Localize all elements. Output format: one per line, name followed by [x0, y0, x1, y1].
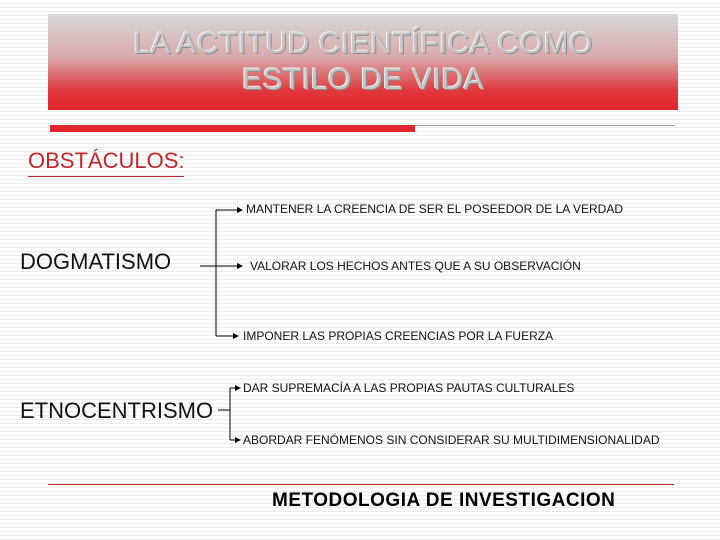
obstacle-item: DAR SUPREMACÍA A LAS PROPIAS PAUTAS CULTURALES: [243, 381, 575, 395]
group-label-dogmatismo: DOGMATISMO: [20, 249, 172, 274]
slide-title-line-1: LA ACTITUD CIENTÍFICA COMO: [133, 27, 593, 60]
etnocentrismo-connector: [218, 388, 240, 440]
footer-course-name: METODOLOGIA DE INVESTIGACION: [272, 490, 616, 511]
dogmatismo-connector: [200, 210, 242, 336]
group-label-etnocentrismo: ETNOCENTRISMO: [20, 398, 214, 423]
footer-rule: [48, 484, 674, 485]
section-heading: OBSTÁCULOS:: [28, 148, 184, 177]
obstacle-item: ABORDAR FENÓMENOS SIN CONSIDERAR SU MULTIDIMENSIONALIDAD: [243, 433, 660, 447]
obstacle-item: IMPONER LAS PROPIAS CREENCIAS POR LA FUERZA: [243, 329, 554, 343]
slide-title-line-2: ESTILO DE VIDA: [241, 63, 485, 96]
obstacle-item: VALORAR LOS HECHOS ANTES QUE A SU OBSERVACIÓN: [250, 259, 581, 273]
obstacle-item: MANTENER LA CREENCIA DE SER EL POSEEDOR DE LA VERDAD: [246, 202, 623, 216]
